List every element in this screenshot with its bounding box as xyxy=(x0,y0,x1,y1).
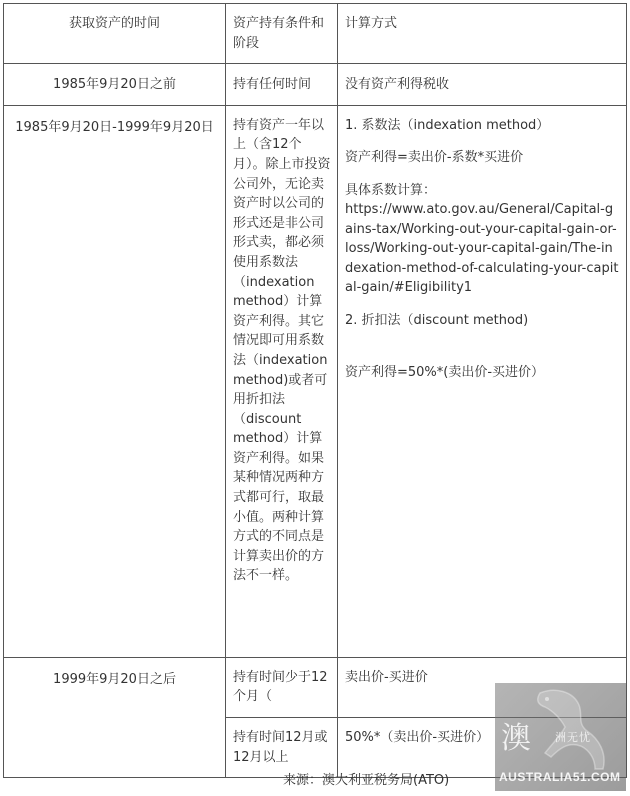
condition-cell: 持有资产一年以上（含12个月）。除上市投资公司外，无论卖资产时以公司的形式还是非公司形式卖，都必须使用系数法（indexation method）计算资产利得。其它情况即可用系数法（indexation method)或者可用折扣法（discount method）计算资产利得。如果某种情况两种方式都可行，取最小值。两种计算方式的不同点是计算卖出价的方法不一样。 xyxy=(226,105,338,657)
discount-method-heading: 2. 折扣法（discount method) xyxy=(345,312,529,328)
period-cell: 1999年9月20日之后 xyxy=(4,657,226,777)
header-holding-condition: 资产持有条件和阶段 xyxy=(226,4,338,64)
method-cell xyxy=(338,105,627,657)
watermark-subtitle: 洲无忧 xyxy=(555,731,591,744)
capital-gains-table xyxy=(3,3,627,778)
watermark-url: AUSTRALIA51.COM xyxy=(499,770,621,784)
method-cell: 50%*（卖出价-买进价） xyxy=(338,717,627,777)
condition-cell: 持有时间12月或12月以上 xyxy=(226,717,338,777)
condition-cell: 持有任何时间 xyxy=(226,64,338,106)
coefficient-label: 具体系数计算： xyxy=(345,182,437,198)
table-header-row xyxy=(4,4,627,64)
table-row xyxy=(4,64,627,106)
ato-link[interactable]: https://www.ato.gov.au/General/Capital-gains-tax/Working-out-your-capital-gain-or-loss/Working-out-your-capital-gain/The-indexation-method-of-calculating-your-capital-gain/#Eligibility1 xyxy=(345,202,619,296)
indexation-method-heading: 1. 系数法（indexation method） xyxy=(345,117,550,133)
indexation-formula: 资产利得=卖出价-系数*买进价 xyxy=(345,150,524,166)
watermark-logo xyxy=(495,683,626,791)
header-acquisition-time: 获取资产的时间 xyxy=(4,4,226,64)
method-cell: 没有资产利得税收 xyxy=(338,64,627,106)
method-cell: 卖出价-买进价 xyxy=(338,657,627,717)
source-note: 来源：澳大利亚税务局(ATO) xyxy=(283,773,450,788)
discount-formula: 资产利得=50%*(卖出价-买进价） xyxy=(345,365,545,381)
table-row xyxy=(4,105,627,657)
condition-cell: 持有时间少于12个月（ xyxy=(226,657,338,717)
period-cell: 1985年9月20日之前 xyxy=(4,64,226,106)
header-calculation-method: 计算方式 xyxy=(338,4,627,64)
period-cell: 1985年9月20日-1999年9月20日 xyxy=(4,105,226,657)
watermark-big-char: 澳 xyxy=(501,721,531,756)
